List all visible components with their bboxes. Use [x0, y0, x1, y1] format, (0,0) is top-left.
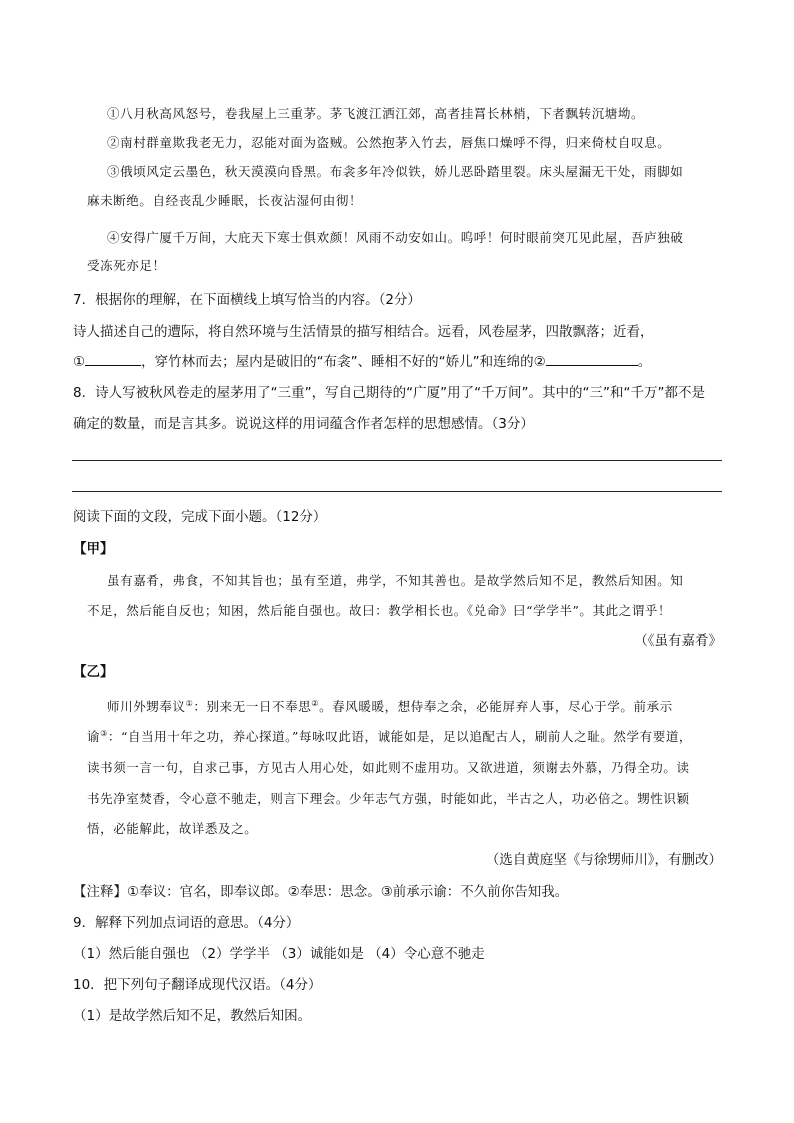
- poem-paragraph-4-line-2: 受冻死亦足！: [87, 258, 166, 273]
- answer-line-1[interactable]: [72, 460, 722, 461]
- answer-blank-1[interactable]: [85, 351, 141, 366]
- footnote-marker-3: ③: [100, 729, 108, 738]
- question-8-line-2: 确定的数量，而是言其多。说说这样的用词蕴含作者怎样的思想感情。（3分）: [73, 416, 534, 432]
- question-7-end: 。: [637, 354, 652, 370]
- passage-yi-line-1: [107, 691, 673, 720]
- question-9-items: （1）然后能自强也 （2）学学半 （3）诚能如是 （4）令心意不驰走: [73, 946, 485, 962]
- poem-paragraph-3-line-1: ③俄顷风定云墨色，秋天漠漠向昏黑。布衾多年冷似铁，娇儿恶卧踏里裂。床头屋漏无干处，雨脚如: [107, 164, 684, 179]
- yi-line-2-part-b: ：“自当用十年之功，养心探道。”每咏叹此语，诚能如是，足以追配古人，刷前人之耻。然学有要道，: [107, 729, 693, 745]
- blank-marker-2: ②: [533, 354, 546, 370]
- footnote-marker-1: ①: [185, 699, 194, 708]
- answer-blank-2[interactable]: [546, 351, 638, 366]
- answer-line-2[interactable]: [72, 491, 722, 492]
- question-10-item-1: （1）是故学然后知不足，教然后知困。: [73, 1008, 312, 1024]
- passage-yi-line-3: 读书须一言一句，自求己事，方见古人用心处，如此则不虚用功。又欲进道，须谢去外慕，乃得全功。读: [87, 760, 690, 775]
- passage-yi-source: （选自黄庭坚《与徐甥师川》，有删改）: [485, 852, 722, 868]
- blank-marker-1: ①: [73, 354, 86, 370]
- passage-yi-line-5: 悟，必能解此，故详悉及之。: [87, 821, 258, 836]
- question-7-middle-text: ，穿竹林而去；屋内是破旧的“布衾”、睡相不好的“娇儿”和连绵的: [141, 354, 534, 370]
- passage-jia-source: （《虽有嘉肴》: [634, 633, 722, 649]
- poem-paragraph-4-line-1: ④安得广厦千万间，大庇天下寒士俱欢颜！风雨不动安如山。呜呼！何时眼前突兀见此屋，吾庐独破: [107, 230, 684, 245]
- passage-jia-label: 【甲】: [73, 541, 114, 557]
- question-8-line-1: 8．诗人写被秋风卷走的屋茅用了“三重”，写自己期待的“广厦”用了“千万间”。其中的“三”和“千万”都不是: [73, 385, 706, 401]
- question-7-stem: 7．根据你的理解，在下面横线上填写恰当的内容。（2分）: [73, 292, 421, 308]
- passage-yi-label: 【乙】: [73, 664, 114, 680]
- yi-line-1-part-c: 。春风暖暖，想侍奉之余，必能屏弃人事，尽心于学。前承示: [319, 699, 673, 715]
- poem-paragraph-1: ①八月秋高风怒号，卷我屋上三重茅。茅飞渡江洒江郊，高者挂罥长林梢，下者飘转沉塘坳。: [107, 106, 645, 121]
- annotation-note: 【注释】①奉议：官名，即奉议郎。②奉思：思念。③前承示谕：不久前你告知我。: [73, 884, 569, 900]
- passage-yi-line-2: [87, 721, 692, 750]
- question-7-line-1: 诗人描述自己的遭际，将自然环境与生活情景的描写相结合。远看，风卷屋茅，四散飘落；近看，: [73, 324, 654, 340]
- passage-jia-line-1: 虽有嘉肴，弗食，不知其旨也；虽有至道，弗学，不知其善也。是故学然后知不足，教然后知困。知: [107, 573, 684, 588]
- passage-yi-line-4: 书先净室焚香，令心意不驰走，则言下理会。少年志气方强，时能如此，半古之人，功必倍之。甥性识颖: [87, 791, 690, 806]
- footnote-marker-2: ②: [311, 699, 320, 708]
- yi-line-1-part-a: 师川外甥奉议: [107, 699, 186, 715]
- question-7-line-2: [73, 350, 651, 374]
- poem-paragraph-3-line-2: 麻未断绝。自经丧乱少睡眠，长夜沾湿何由彻！: [87, 193, 363, 208]
- reading-intro: 阅读下面的文段，完成下面小题。（12分）: [73, 509, 327, 525]
- passage-jia-line-2: 不足，然后能自反也；知困，然后能自强也。故曰：教学相长也。《兑命》曰“学学半”。其此之谓乎！: [87, 603, 672, 618]
- poem-paragraph-2: ②南村群童欺我老无力，忍能对面为盗贼。公然抱茅入竹去，唇焦口燥呼不得，归来倚杖自叹息。: [107, 135, 671, 150]
- yi-line-1-part-b: ：别来无一日不奉思: [193, 699, 312, 715]
- question-10-stem: 10．把下列句子翻译成现代汉语。（4分）: [73, 977, 322, 993]
- yi-line-2-part-a: 谕: [87, 729, 101, 745]
- question-9-stem: 9．解释下列加点词语的意思。（4分）: [73, 915, 300, 931]
